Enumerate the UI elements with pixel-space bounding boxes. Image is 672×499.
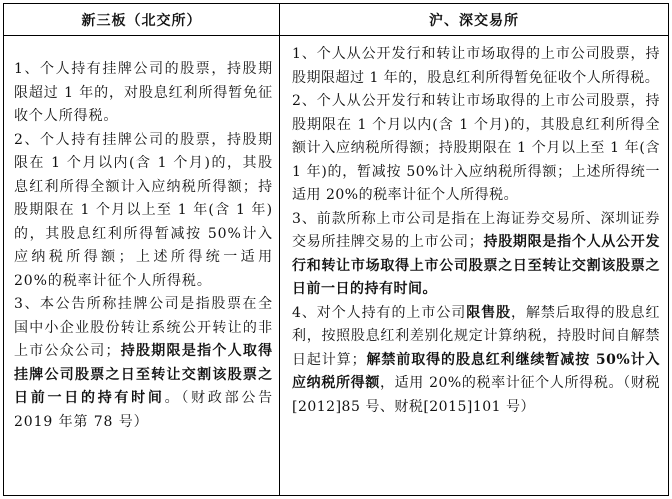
header-neeq: 新三板（北交所）: [4, 4, 280, 36]
sh-sz-item-2: 2、个人从公开发行和转让市场取得的上市公司股票，持股期限在 1 个月以内(含 1 个月)的，其股息红利所得全额计入应纳税所得额；持股期限在 1 个月以上至 1 年(含 1 年)的，暂减按 50%计入应纳税所得额；上述所得统一适用 20%的税率计征个人所得税。: [292, 93, 660, 203]
sh-sz-item-4: [292, 302, 660, 420]
neeq-item-1: 1、个人持有挂牌公司的股票，持股期限超过 1 年的，对股息红利所得暂免征收个人所得税。: [14, 61, 273, 124]
pre-unlock-dividend-rule: 解禁前取得的股息红利继续暂减按 50%计入应纳税所得额: [292, 351, 660, 391]
sh-sz-item-4-text-b: ，解禁后取得的股息红利，按照股息红利差别化规定计算纳税，持股时间自解禁日起计算；: [292, 304, 660, 368]
sh-sz-item-1: 1、个人从公开发行和转让市场取得的上市公司股票，持股期限超过 1 年的，股息红利所得暂免征收个人所得税。: [292, 46, 660, 86]
header-sh-sz: 沪、深交易所: [280, 4, 668, 36]
neeq-column: [4, 36, 280, 495]
neeq-item-3: [14, 293, 273, 434]
sh-sz-item-3: [292, 208, 660, 302]
sh-sz-item-4-text-a: 4、对个人持有的上市公司: [292, 304, 467, 321]
sh-sz-item-4-source: ，适用 20%的税率计征个人所得税。（财税[2012]85 号、财税[2015]101 号）: [292, 375, 660, 415]
neeq-item-2: 2、个人持有挂牌公司的股票，持股期限在 1 个月以内(含 1 个月)的，其股息红利所得全额计入应纳税所得额；持股期限在 1 个月以上至 1 年(含 1 年)的，其股息红利所得暂减按 50%计入应纳税所得额；上述所得统一适用 20%的税率计征个人所得税。: [14, 131, 273, 289]
neeq-holding-period-definition: 持股期限是指个人取得挂牌公司股票之日至转让交割该股票之日前一日的持有时间: [14, 343, 273, 406]
sh-sz-holding-period-definition: 持股期限是指个人从公开发行和转让市场取得上市公司股票之日至转让交割该股票之日前一日的持有时间。: [292, 234, 660, 297]
neeq-item-3-source: 。（财政部公告 2019 年第 78 号）: [14, 390, 273, 430]
comparison-table: [3, 3, 669, 496]
sh-sz-item-3-text: 3、前款所称上市公司是指在上海证券交易所、深圳证券交易所挂牌交易的上市公司；: [292, 210, 660, 250]
restricted-shares-term: 限售股: [466, 304, 512, 321]
sh-sz-column: [280, 36, 668, 495]
neeq-item-3-text: 3、本公告所称挂牌公司是指股票在全国中小企业股份转让系统公开转让的非上市公众公司；: [14, 296, 273, 359]
